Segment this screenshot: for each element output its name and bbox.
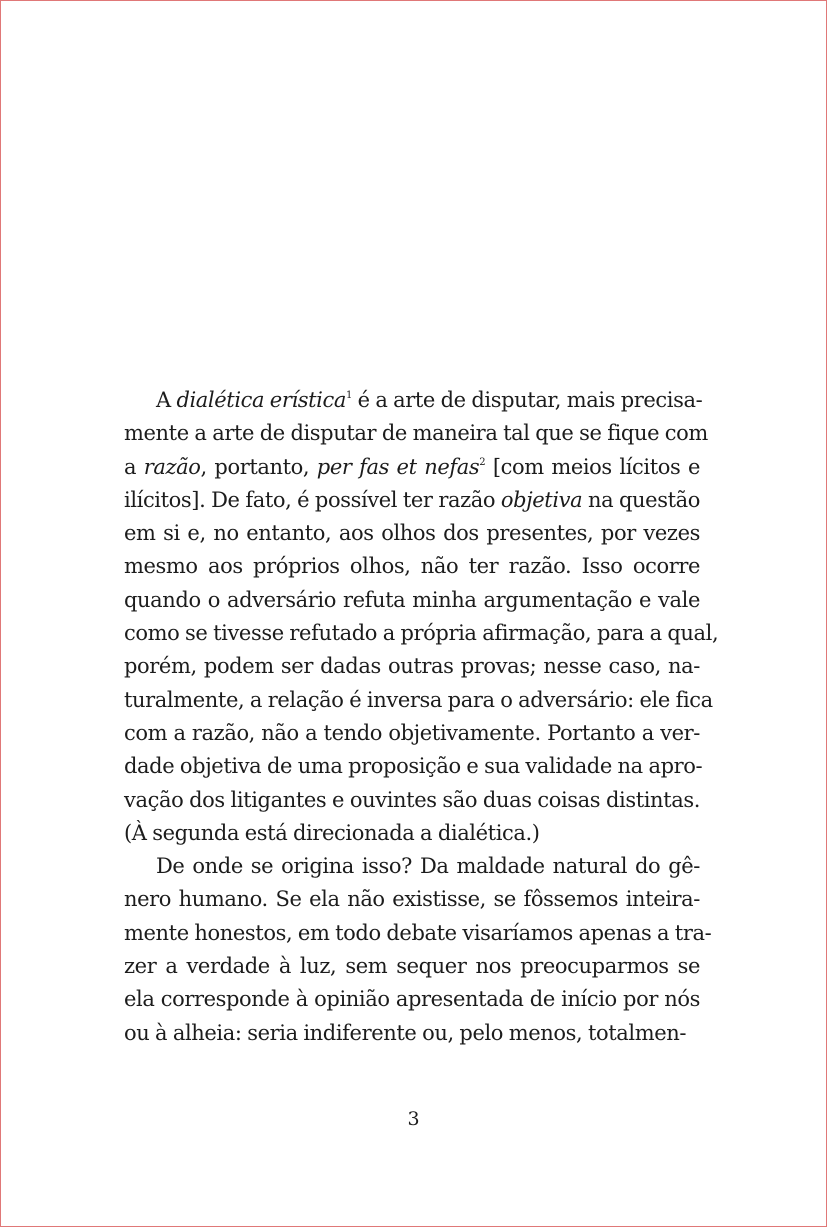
text-line: quando o adversário refuta minha argumentação e vale [124, 587, 700, 612]
text-line: (À segunda está direcionada a dialética.) [124, 820, 540, 845]
text-line: zer a verdade à luz, sem sequer nos preocuparmos se [124, 954, 700, 979]
italic-term: per fas et nefas [316, 454, 480, 479]
italic-term: objetiva [500, 487, 583, 512]
page-number: 3 [407, 1108, 420, 1130]
italic-term: dialética erística [176, 388, 346, 412]
text-line: mente a arte de disputar de maneira tal que se fique com [124, 421, 708, 446]
text-line: nero humano. Se ela não existisse, se fôssemos inteira- [124, 887, 700, 912]
body-text [124, 384, 719, 1050]
text-line: A dialética erística$^1$ é a arte de disputar, mais precisa- [156, 388, 703, 412]
text-line: dade objetiva de uma proposição e sua validade na apro- [124, 754, 703, 779]
text-line: porém, podem ser dadas outras provas; nesse caso, na- [124, 654, 700, 679]
italic-term: razão [143, 454, 201, 479]
text-line: com a razão, não a tendo objetivamente. Portanto a ver- [124, 720, 700, 745]
footnote-marker[interactable]: 2 [479, 456, 486, 468]
text-line: a razão, portanto, per fas et nefas$^2$ [com meios lícitos e [124, 454, 700, 479]
text-line: como se tivesse refutado a própria afirmação, para a qual, [124, 621, 719, 646]
paragraph [124, 850, 712, 1050]
text-line: mente honestos, em todo debate visaríamos apenas a tra- [124, 920, 712, 945]
text-line: vação dos litigantes e ouvintes são duas coisas distintas. [124, 787, 700, 812]
text-line: turalmente, a relação é inversa para o adversário: ele fica [124, 687, 713, 712]
text-line: ou à alheia: seria indiferente ou, pelo menos, totalmen- [124, 1020, 687, 1045]
text-line: ilícitos]. De fato, é possível ter razão objetiva na questão [124, 487, 700, 512]
footnote-marker[interactable]: 1 [345, 390, 352, 401]
text-line: em si e, no entanto, aos olhos dos presentes, por vezes [124, 521, 700, 546]
text-line: De onde se origina isso? Da maldade natural do gê- [156, 854, 700, 879]
text-line: mesmo aos próprios olhos, não ter razão. Isso ocorre [124, 554, 700, 579]
text-line: ela corresponde à opinião apresentada de início por nós [124, 987, 700, 1012]
paragraph [124, 384, 719, 850]
